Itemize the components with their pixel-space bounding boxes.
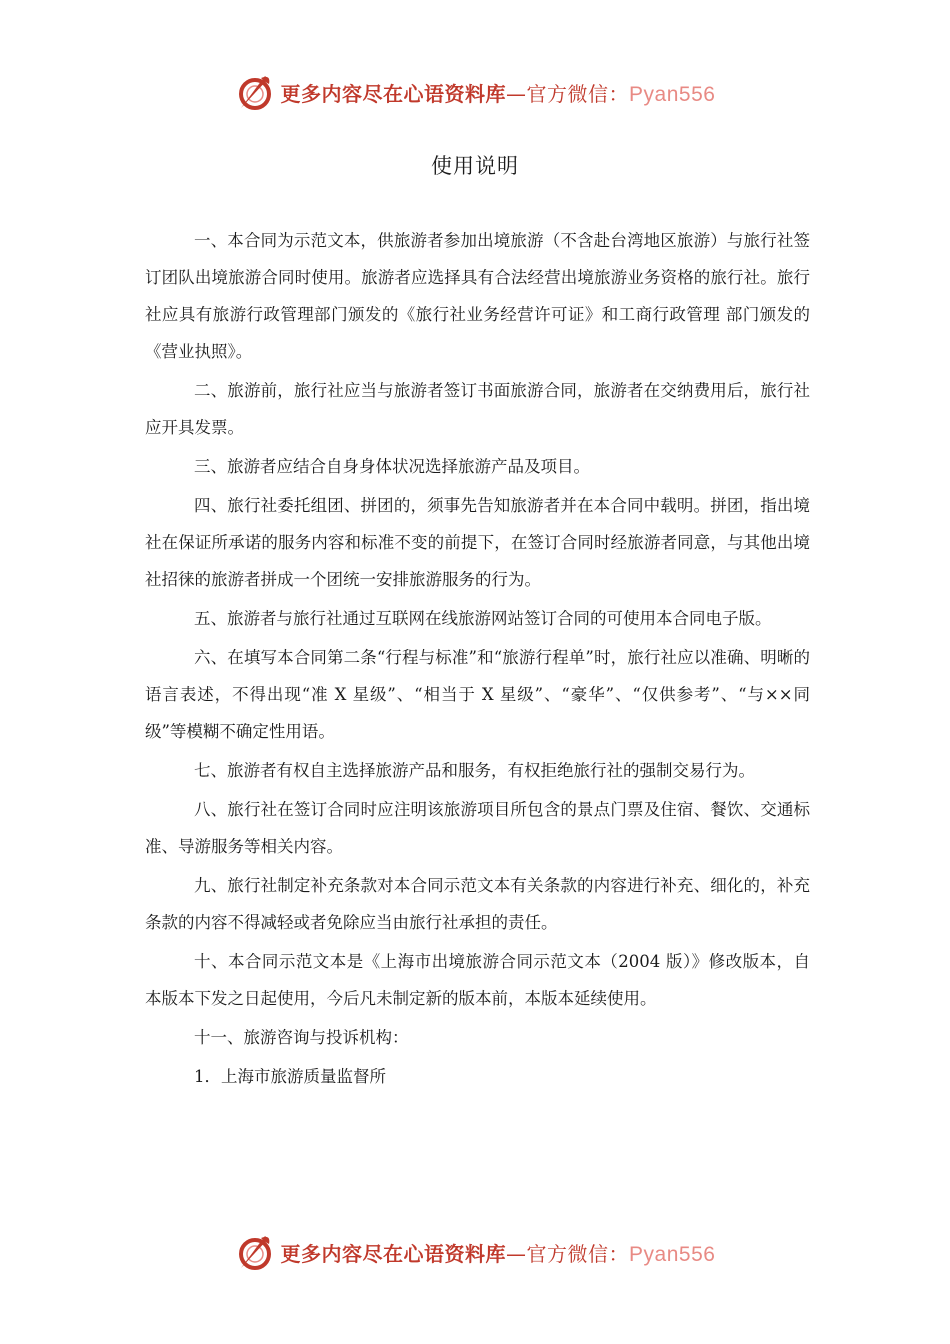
header-banner-wechat-id: Pyan556 [629, 82, 716, 106]
footer-banner-wechat-label: 官方微信： [526, 1241, 630, 1266]
paragraph-11: 十一、旅游咨询与投诉机构： [194, 1028, 409, 1047]
footer-banner-main: 更多内容尽在心语资料库 [280, 1241, 507, 1266]
footer-banner-dash: — [506, 1241, 527, 1266]
paragraph-5: 五、旅游者与旅行社通过互联网在线旅游网站签订合同的可使用本合同电子版。 [194, 609, 772, 628]
paragraph-10: 十、本合同示范文本是《上海市出境旅游合同示范文本（2004 版）》修改版本，自本版本下发之日起使用，今后凡未制定新的版本前，本版本延续使用。 [145, 952, 810, 1008]
paragraph-7: 七、旅游者有权自主选择旅游产品和服务，有权拒绝旅行社的强制交易行为。 [194, 761, 755, 780]
quill-logo-icon [235, 1232, 275, 1272]
quill-logo-icon [235, 72, 275, 112]
paragraph-8: 八、旅行社在签订合同时应注明该旅游项目所包含的景点门票及住宿、餐饮、交通标准、导游服务等相关内容。 [145, 800, 810, 856]
paragraph-4: 四、旅行社委托组团、拼团的，须事先告知旅游者并在本合同中载明。拼团，指出境社在保证所承诺的服务内容和标准不变的前提下，在签订合同时经旅游者同意，与其他出境社招徕的旅游者拼成一个团统一安排旅游服务的行为。 [145, 496, 810, 589]
paragraph-6: 六、在填写本合同第二条“行程与标准”和“旅游行程单”时，旅行社应以准确、明晰的语言表述，不得出现“准 X 星级”、“相当于 X 星级”、“豪华”、“仅供参考”、“与××同级”等模糊不确定性用语。 [145, 648, 810, 741]
footer-banner-wechat-id: Pyan556 [629, 1242, 716, 1266]
header-banner-wechat-label: 官方微信： [526, 81, 630, 106]
page-title: 使用说明 [431, 154, 519, 178]
header-banner-main: 更多内容尽在心语资料库 [280, 81, 507, 106]
footer-banner-text [281, 1238, 716, 1267]
paragraph-3: 三、旅游者应结合自身身体状况选择旅游产品及项目。 [194, 457, 590, 476]
header-banner-text [281, 78, 716, 107]
paragraph-1: 一、本合同为示范文本，供旅游者参加出境旅游（不含赴台湾地区旅游）与旅行社签订团队出境旅游合同时使用。旅游者应选择具有合法经营出境旅游业务资格的旅行社。旅行社应具有旅游行政管理部门颁发的《旅行社业务经营许可证》和工商行政管理 部门颁发的《营业执照》。 [145, 231, 810, 361]
document-body [145, 222, 810, 1097]
paragraph-2: 二、旅游前，旅行社应当与旅游者签订书面旅游合同，旅游者在交纳费用后，旅行社应开具发票。 [145, 381, 810, 437]
footer-banner [0, 1230, 950, 1274]
header-banner-dash: — [506, 81, 527, 106]
paragraph-9: 九、旅行社制定补充条款对本合同示范文本有关条款的内容进行补充、细化的，补充条款的内容不得减轻或者免除应当由旅行社承担的责任。 [145, 876, 810, 932]
header-banner [0, 70, 950, 114]
paragraph-12: 1．上海市旅游质量监督所 [194, 1067, 386, 1086]
